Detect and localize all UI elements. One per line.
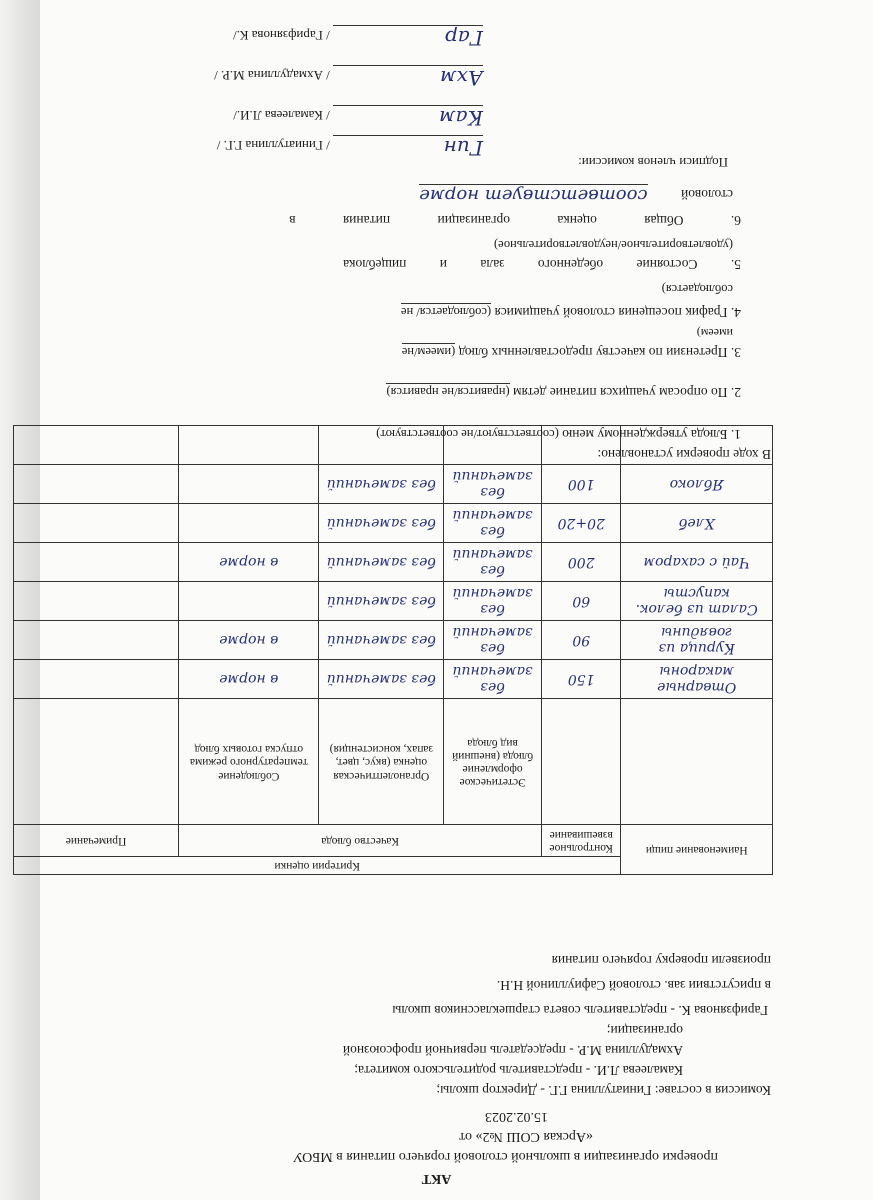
col-weighing: Контрольное взвешивание bbox=[542, 825, 621, 856]
presence-line: в присутствии зав. столовой Сафиуллиной Н.Н. bbox=[496, 978, 771, 993]
evaluation-table bbox=[13, 425, 773, 875]
finding-5-cont: (удовлетворительное/неудовлетворительное) bbox=[493, 238, 733, 252]
table-row: Чай с сахаром 200 без замечаний без замечаний в норме bbox=[14, 543, 773, 582]
finding-6: 6. Общая оценка организации питания в bbox=[289, 213, 741, 228]
subtitle-line2: «Арская СОШ №2» от bbox=[459, 1129, 593, 1144]
inspection-line: произвели проверку горячего питания bbox=[551, 953, 771, 968]
signature-row-3: Ахм / Ахмадуллина М.Р. / bbox=[214, 66, 483, 90]
table-row: Салат из белок. капусты 60 без замечаний без замечаний bbox=[14, 582, 773, 621]
table-row: Курица из говядины 90 без замечаний без замечаний в норме bbox=[14, 621, 773, 660]
col-quality: Качество блюда bbox=[179, 825, 542, 856]
commission-member-1: Гиниатуллина Г.Г. - Директор школы; bbox=[436, 1083, 652, 1098]
table-row: Яблоко 100 без замечаний без замечаний bbox=[14, 465, 773, 504]
finding-5: 5. Состояние обеденного зала и пищеблока bbox=[343, 257, 741, 272]
document-title: АКТ bbox=[421, 1171, 452, 1186]
col-organoleptic: Органолептическая оценка (вкус, цвет, запах, консистенция) bbox=[319, 699, 444, 825]
document-date: 15.02.2023 bbox=[485, 1109, 548, 1124]
col-dish-name: Наименование пищи bbox=[621, 825, 773, 875]
finding-6-result: столовой соответствует норме bbox=[419, 185, 733, 206]
col-aesthetic: Эстетическое оформление блюда (внешний вид блюда bbox=[444, 699, 542, 825]
col-criteria: Критерии оценки bbox=[14, 856, 621, 874]
signatures-heading: Подписи членов комиссии: bbox=[578, 155, 728, 170]
commission-member-4: Гарифзянова К. - представитель совета старшеклассников школы bbox=[392, 1003, 768, 1018]
col-temperature: Соблюдение температурного режима отпуска готовых блюд bbox=[179, 699, 319, 825]
finding-1: 1. Блюда утвержденному меню (соответствуют/не соответствуют) bbox=[376, 427, 741, 442]
table-row: Хлеб 20+20 без замечаний без замечаний bbox=[14, 504, 773, 543]
signature-row-4: Гар / Гарифзянова К./ bbox=[232, 26, 483, 50]
signature-row-1: Гин / Гиниатуллина Г.Г. / bbox=[216, 136, 483, 160]
finding-2: 2. По опросам учащихся питание детям (нравится/не нравится) bbox=[386, 385, 741, 400]
subtitle-line1: проверки организации в школьной столовой горячего питания в МБОУ bbox=[293, 1149, 718, 1164]
finding-3: 3. Претензии по качеству предоставленных блюд (имеем/не bbox=[401, 345, 741, 360]
col-note: Примечание bbox=[14, 825, 179, 856]
finding-3-cont: имеем) bbox=[696, 326, 733, 340]
findings-heading: В ходе проверки установлено: bbox=[597, 447, 771, 462]
finding-4-cont: соблюдается) bbox=[661, 282, 733, 296]
commission-member-3-cont: организации; bbox=[606, 1023, 683, 1038]
signature-row-2: Кам / Камалеева Л.И./ bbox=[233, 106, 483, 130]
commission-label: Комиссия в составе: bbox=[654, 1083, 771, 1098]
commission-member-3: Ахмадуллина М.Р. - председатель первичной профсоюзной bbox=[342, 1043, 683, 1058]
finding-4: 4. График посещения столовой учащимися (соблюдается/ не bbox=[400, 305, 741, 320]
table-row: Отварные макароны 150 без замечаний без замечаний в норме bbox=[14, 660, 773, 699]
commission-member-2: Камалеева Л.И. - представитель родительского комитета; bbox=[354, 1063, 683, 1078]
commission-line-1 bbox=[436, 1082, 771, 1098]
